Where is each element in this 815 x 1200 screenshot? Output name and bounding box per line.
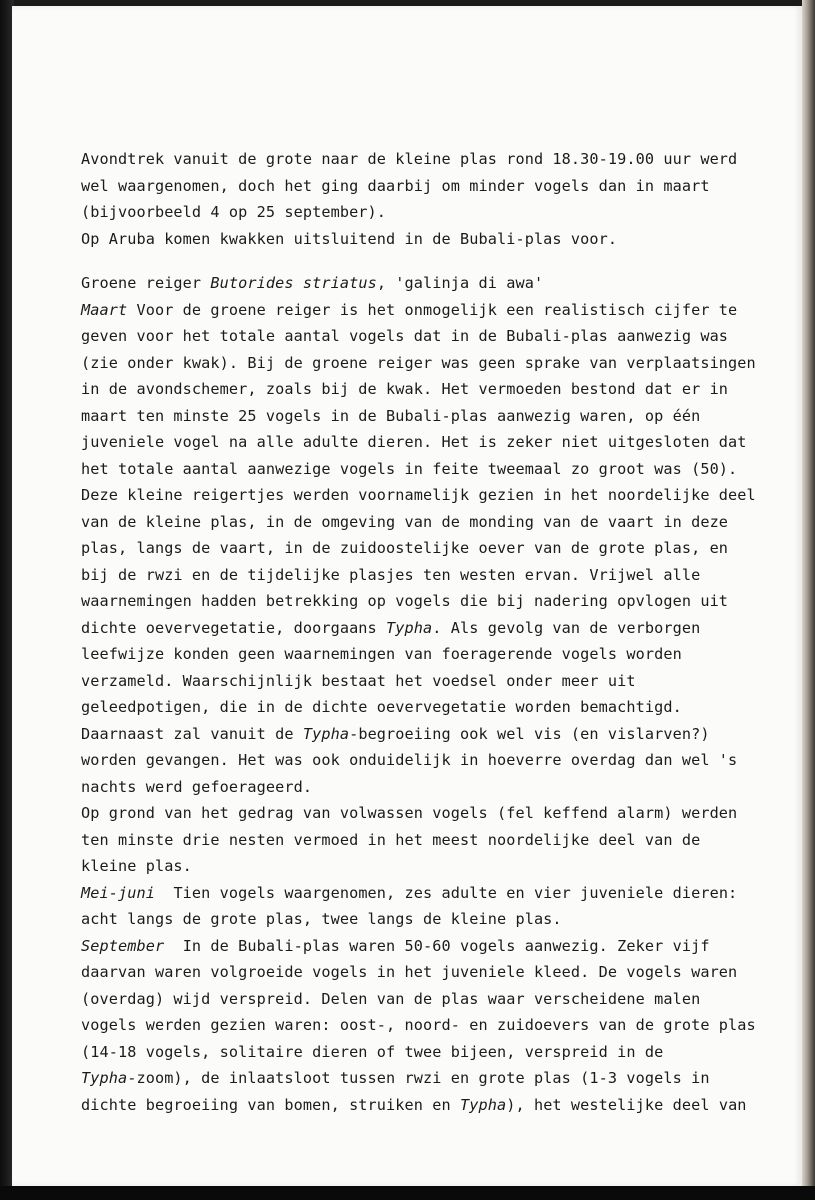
text-segment: (14-18 vogels, solitaire dieren of twee bijeen, verspreid in de xyxy=(81,1042,664,1061)
text-line xyxy=(81,694,761,721)
italic-term: Typha xyxy=(460,1095,507,1114)
text-line xyxy=(81,774,761,801)
text-segment: ten minste drie nesten vermoed in het meest noordelijke deel van de xyxy=(81,830,701,849)
text-segment: . Als gevolg van de verborgen xyxy=(432,618,701,637)
text-segment: vogels werden gezien waren: oost-, noord- en zuidoevers van de grote plas xyxy=(81,1016,756,1034)
text-line xyxy=(81,615,761,642)
text-line xyxy=(81,747,761,774)
text-line xyxy=(81,350,761,377)
italic-term: Mei-juni xyxy=(81,883,155,902)
text-segment: -begroeiing ook wel vis (en vislarven?) xyxy=(349,724,710,743)
text-line xyxy=(81,323,761,350)
text-segment: geleedpotigen, die in de dichte oevervegetatie worden bemachtigd. xyxy=(81,698,682,716)
text-line xyxy=(81,1039,761,1066)
text-segment: wel waargenomen, doch het ging daarbij om minder vogels dan in maart xyxy=(81,176,710,195)
text-segment: dichte oevervegetatie, doorgaans xyxy=(81,618,387,637)
text-line xyxy=(81,827,761,854)
text-line xyxy=(81,376,761,403)
text-line xyxy=(81,146,761,173)
text-segment: ), het westelijke deel van xyxy=(506,1095,747,1114)
italic-term: September xyxy=(81,936,165,955)
text-segment: (zie onder kwak). Bij de groene reiger was geen sprake van verplaatsingen xyxy=(81,353,756,372)
text-segment: Op grond van het gedrag van volwassen vogels (fel keffend alarm) werden xyxy=(81,804,738,822)
text-line xyxy=(81,906,761,933)
text-line xyxy=(81,721,761,748)
text-segment: waarnemingen hadden betrekking op vogels die bij nadering opvlogen uit xyxy=(81,592,729,610)
text-line xyxy=(81,800,761,827)
text-line xyxy=(81,853,761,880)
text-line xyxy=(81,199,761,226)
scan-bottom-border xyxy=(0,1186,815,1200)
italic-term: Maart xyxy=(81,300,128,319)
text-line xyxy=(81,668,761,695)
text-line xyxy=(81,482,761,509)
text-segment: juveniele vogel na alle adulte dieren. Het is zeker niet uitgesloten dat xyxy=(81,433,747,451)
text-segment: worden gevangen. Het was ook onduidelijk in hoeverre overdag dan wel 's xyxy=(81,751,738,769)
text-segment: van de kleine plas, in de omgeving van de monding van de vaart in deze xyxy=(81,512,729,531)
text-line xyxy=(81,959,761,986)
text-segment: Daarnaast zal vanuit de xyxy=(81,724,303,743)
text-segment: (bijvoorbeeld 4 op 25 september). xyxy=(81,203,387,221)
text-line xyxy=(81,1012,761,1039)
paragraph-gap xyxy=(81,252,761,270)
text-line xyxy=(81,986,761,1013)
text-segment: dichte begroeiing van bomen, struiken en xyxy=(81,1095,460,1114)
text-line xyxy=(81,562,761,589)
text-segment: het totale aantal aanwezige vogels in feite tweemaal zo groot was (50). xyxy=(81,459,738,478)
italic-term: Typha xyxy=(302,724,350,743)
text-line xyxy=(81,173,761,200)
paragraph xyxy=(81,146,761,252)
text-segment: -zoom), de inlaatsloot tussen rwzi en grote plas (1-3 vogels in xyxy=(127,1069,710,1087)
text-segment: in de avondschemer, zoals bij de kwak. Het vermoeden bestond dat er in xyxy=(81,380,729,398)
text-segment: Voor de groene reiger is het onmogelijk een realistisch cijfer te xyxy=(127,300,738,319)
text-line xyxy=(81,403,761,430)
text-line xyxy=(81,270,761,297)
document-page xyxy=(12,6,802,1186)
page-stack-edge xyxy=(802,0,815,1200)
italic-term: Typha xyxy=(81,1069,128,1087)
text-line xyxy=(81,880,761,907)
body-text xyxy=(81,146,761,1118)
text-line xyxy=(81,509,761,536)
text-segment: kleine plas. xyxy=(81,857,192,875)
text-segment: (overdag) wijd verspreid. Delen van de plas waar verscheidene malen xyxy=(81,989,701,1008)
text-line xyxy=(81,1065,761,1092)
text-segment: nachts werd gefoerageerd. xyxy=(81,777,313,796)
text-segment: Avondtrek vanuit de grote naar de kleine plas rond 18.30-19.00 uur werd xyxy=(81,150,738,168)
text-line xyxy=(81,456,761,483)
text-segment: maart ten minste 25 vogels in de Bubali-plas aanwezig waren, op één xyxy=(81,406,701,425)
text-line xyxy=(81,588,761,615)
text-line xyxy=(81,297,761,324)
text-segment: daarvan waren volgroeide vogels in het juveniele kleed. De vogels waren xyxy=(81,963,738,981)
text-line xyxy=(81,429,761,456)
text-segment: bij de rwzi en de tijdelijke plasjes ten westen ervan. Vrijwel alle xyxy=(81,565,701,584)
text-line xyxy=(81,535,761,562)
text-line xyxy=(81,1092,761,1119)
text-line xyxy=(81,641,761,668)
text-segment: Op Aruba komen kwakken uitsluitend in de Bubali-plas voor. xyxy=(81,229,618,248)
italic-term: Butorides striatus xyxy=(210,274,377,292)
italic-term: Typha xyxy=(386,618,433,637)
text-line xyxy=(81,933,761,960)
text-segment: geven voor het totale aantal vogels dat in de Bubali-plas aanwezig was xyxy=(81,327,729,345)
paragraph xyxy=(81,270,761,1118)
text-segment: , 'galinja di awa' xyxy=(376,274,544,292)
text-segment: leefwijze konden geen waarnemingen van foeragerende vogels worden xyxy=(81,645,682,663)
text-segment: Tien vogels waargenomen, zes adulte en vier juveniele dieren: xyxy=(154,883,738,902)
text-segment: plas, langs de vaart, in de zuidoostelijke oever van de grote plas, en xyxy=(81,539,729,557)
text-segment: Groene reiger xyxy=(81,274,211,292)
text-line xyxy=(81,226,761,253)
text-segment: acht langs de grote plas, twee langs de kleine plas. xyxy=(81,910,562,928)
text-segment: verzameld. Waarschijnlijk bestaat het voedsel onder meer uit xyxy=(81,671,636,690)
text-segment: In de Bubali-plas waren 50-60 vogels aanwezig. Zeker vijf xyxy=(164,936,710,955)
text-segment: Deze kleine reigertjes werden voornamelijk gezien in het noordelijke deel xyxy=(81,486,756,504)
